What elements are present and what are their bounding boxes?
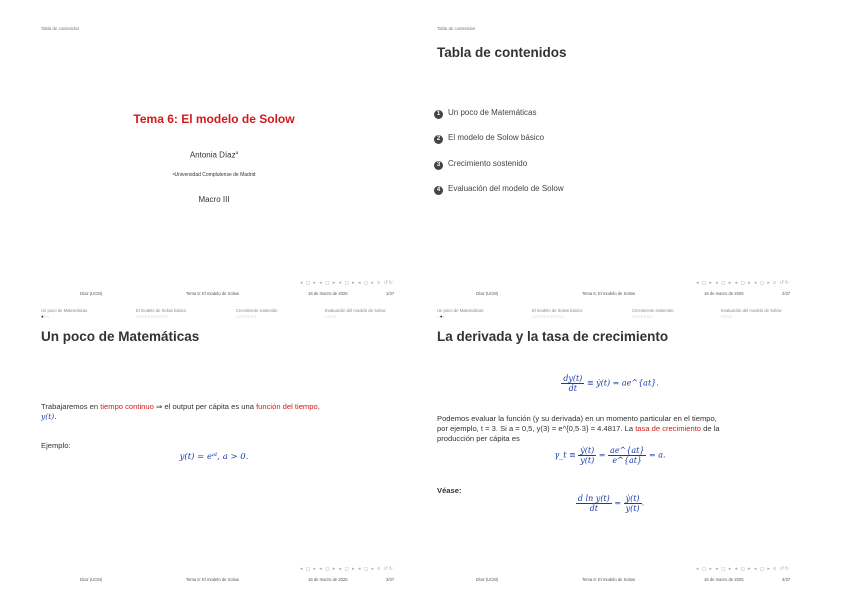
- toc-item-3[interactable]: [434, 159, 527, 170]
- beamer-nav-icons[interactable]: ◂ ◻ ▸ ◂ ◻ ▸ ◂ ◻ ▸ ◂ ◻ ▸ ≡ ↺↻: [695, 566, 790, 572]
- footer-page: 4/37: [782, 577, 791, 582]
- author-name: [28, 150, 400, 160]
- fraction-denominator: e^{at}: [612, 456, 643, 465]
- fraction-dy-dt: [561, 374, 584, 393]
- fraction-denominator: y(t): [625, 504, 640, 513]
- fraction-numerator: d ln y(t): [577, 494, 610, 503]
- text-span: ,: [317, 402, 320, 411]
- footer-date: 16 de marzo de 2025: [308, 577, 348, 582]
- slide-derivative: [424, 300, 820, 592]
- frame-title: Tabla de contenidos: [437, 45, 567, 60]
- frame-title: Un poco de Matemáticas: [41, 329, 200, 344]
- footer-title: Tema 6: El modelo de Solow: [186, 577, 240, 582]
- equation-lhs: γ_t ≡: [554, 450, 576, 460]
- text-span: por ejemplo, t = 3. Si a = 0,5, y(3) = e^{0,5·3} = 4.4817. La: [437, 424, 636, 433]
- section-link-1[interactable]: Un poco de Matemáticas: [437, 308, 484, 313]
- footer-author: Díaz (UCM): [476, 577, 499, 582]
- math-y-of-t: y(t).: [41, 412, 57, 421]
- section-progress-dots-3: ○○○○○○○: [236, 314, 257, 319]
- slide-header-label: Tabla de contenidos: [437, 26, 476, 31]
- section-progress-dots-4: ○○○○: [325, 314, 337, 319]
- text-span: de la: [701, 424, 720, 433]
- toc-number-3: 3: [434, 161, 443, 170]
- equation-log-derivative: $\frac{\text{d ln y(t)}}{dt}$ = $\frac{\text{ẏ(t)}}{y(t)}$ .: [577, 494, 645, 513]
- section-progress-dots-2: ○○○○○○○○○○○: [136, 314, 169, 319]
- section-navigation: [41, 308, 411, 322]
- evaluation-paragraph: [437, 414, 802, 444]
- fraction-denominator: dt: [568, 384, 577, 393]
- toc-item-2[interactable]: [434, 133, 544, 144]
- author-mark: a: [235, 150, 239, 155]
- footer-author: Díaz (UCM): [80, 291, 103, 296]
- toc-item-1[interactable]: [434, 108, 537, 119]
- affiliation: ᵃUniversidad Complutense de Madrid: [172, 172, 256, 178]
- footer-author: Díaz (UCM): [80, 577, 103, 582]
- slide-math-intro: [28, 300, 424, 592]
- presentation-title: Tema 6: El modelo de Solow: [133, 112, 295, 126]
- text-span: Trabajaremos en: [41, 402, 101, 411]
- text-span: ⇒ el output per cápita es una: [153, 402, 257, 411]
- equation-growth-rate: γ_t ≡ $\frac{\text{ẏ(t)}}{y(t)}$ = $\frac{ae\^{}\{at\}}{e\^{}\{at\}}$ = a.: [554, 446, 666, 465]
- toc-number-1: 1: [434, 110, 443, 119]
- toc-label-1: Un poco de Matemáticas: [448, 108, 537, 117]
- fraction-numerator: dy(t): [563, 374, 583, 383]
- beamer-nav-icons[interactable]: ◂ ◻ ▸ ◂ ◻ ▸ ◂ ◻ ▸ ◂ ◻ ▸ ≡ ↺↻: [299, 566, 394, 572]
- footer-title: Tema 6: El modelo de Solow: [582, 577, 636, 582]
- section-link-4[interactable]: Evaluación del modelo de Solow: [721, 308, 782, 313]
- section-progress-dots-2: ○○○○○○○○○○○: [532, 314, 565, 319]
- section-link-2[interactable]: El modelo de Solow básico: [532, 308, 583, 313]
- toc-number-4: 4: [434, 186, 443, 195]
- section-link-4[interactable]: Evaluación del modelo de Solow: [325, 308, 386, 313]
- frame-title: La derivada y la tasa de crecimiento: [437, 329, 669, 344]
- section-progress-dots-3: ○○○○○○○: [632, 314, 653, 319]
- intro-paragraph: [41, 402, 401, 422]
- section-progress-dots-1: ○●○: [437, 314, 446, 319]
- toc-item-4[interactable]: [434, 184, 564, 195]
- footer-page: 1/37: [386, 291, 395, 296]
- equation-derivative: [424, 374, 796, 393]
- section-link-3[interactable]: Crecimiento sostenido: [632, 308, 674, 313]
- example-equation: y(t) = eᵃᵗ, a > 0.: [179, 452, 249, 462]
- fraction-denominator: dt: [589, 504, 598, 513]
- section-progress-dots-1: ●○○: [41, 314, 50, 319]
- footer-date: 16 de marzo de 2025: [308, 291, 348, 296]
- section-progress-dots-4: ○○○○: [721, 314, 733, 319]
- beamer-nav-icons[interactable]: ◂ ◻ ▸ ◂ ◻ ▸ ◂ ◻ ▸ ◂ ◻ ▸ ≡ ↺↻: [299, 280, 394, 286]
- equation-rhs: = a.: [648, 450, 666, 460]
- text-span: producción per cápita es: [437, 434, 520, 443]
- toc-number-2: 2: [434, 135, 443, 144]
- course-name: Macro III: [198, 195, 230, 204]
- fraction-numerator: ẏ(t): [580, 446, 595, 455]
- highlight-funcion-tiempo: función del tiempo: [256, 402, 318, 411]
- footer-page: 2/37: [782, 291, 791, 296]
- see-label: Véase:: [437, 486, 462, 495]
- footer-title: Tema 6: El modelo de Solow: [186, 291, 240, 296]
- beamer-nav-icons[interactable]: ◂ ◻ ▸ ◂ ◻ ▸ ◂ ◻ ▸ ◂ ◻ ▸ ≡ ↺↻: [695, 280, 790, 286]
- highlight-tiempo-continuo: tiempo continuo: [100, 402, 154, 411]
- fraction-numerator: ae^{at}: [610, 446, 645, 455]
- equation-rhs: ≡ ẏ(t) = ae^{at}.: [586, 378, 659, 388]
- fraction-aeat-over-eat: [608, 446, 646, 465]
- section-link-3[interactable]: Crecimiento sostenido: [236, 308, 278, 313]
- fraction-dlny-dt: [576, 494, 612, 513]
- slide-toc: [424, 14, 820, 306]
- fraction-ydot-over-y: [624, 494, 642, 513]
- fraction-numerator: ẏ(t): [625, 494, 640, 503]
- footer-page: 3/37: [386, 577, 395, 582]
- toc-label-2: El modelo de Solow básico: [448, 133, 545, 142]
- slide-header-label: Tabla de contenidos: [41, 26, 80, 31]
- text-span: Podemos evaluar la función (y su derivada) en un momento particular en el tiempo,: [437, 414, 717, 423]
- fraction-denominator: y(t): [580, 456, 595, 465]
- toc-label-4: Evaluación del modelo de Solow: [448, 184, 564, 193]
- toc-label-3: Crecimiento sostenido: [448, 159, 528, 168]
- footer-title: Tema 6: El modelo de Solow: [582, 291, 636, 296]
- fraction-ydot-over-y: [578, 446, 596, 465]
- footer-date: 16 de marzo de 2025: [704, 291, 744, 296]
- footer-author: Díaz (UCM): [476, 291, 499, 296]
- section-link-1[interactable]: Un poco de Matemáticas: [41, 308, 88, 313]
- section-link-2[interactable]: El modelo de Solow básico: [136, 308, 187, 313]
- example-label: Ejemplo:: [41, 441, 71, 450]
- section-navigation: [437, 308, 807, 322]
- footer-date: 16 de marzo de 2025: [704, 577, 744, 582]
- author-text: Antonia Díaz: [189, 150, 236, 160]
- slide-title: [28, 14, 424, 306]
- highlight-tasa-crecimiento: tasa de crecimiento: [635, 424, 702, 433]
